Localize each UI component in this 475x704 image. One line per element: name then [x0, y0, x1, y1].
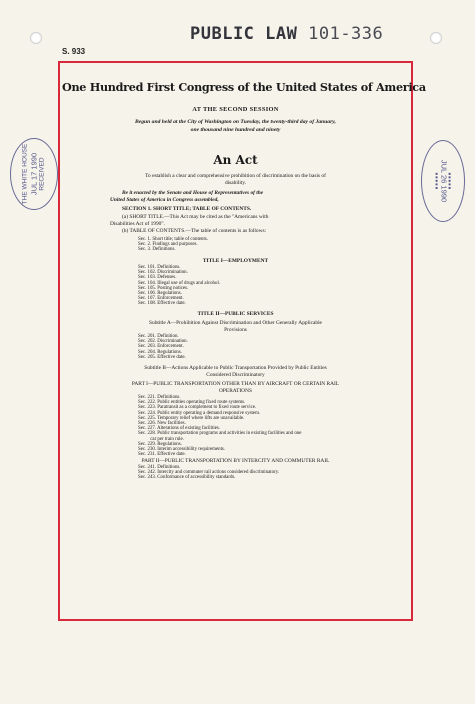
toc-entry: Sec. 2. Findings and purposes. [138, 242, 198, 248]
subtitle-a-sections [138, 335, 398, 361]
toc-entry: Sec. 230. Interim accessibility requirements. [138, 446, 226, 452]
toc-entry: Sec. 1. Short title; table of contents. [138, 237, 208, 242]
toc-entry: Sec. 107. Enforcement. [138, 296, 184, 302]
enacting-clause-2: United States of America in Congress assembled, [110, 197, 219, 203]
public-law-number: 101-336 [308, 24, 384, 44]
title-2-heading: TITLE II—PUBLIC SERVICES [197, 311, 274, 317]
toc-entry: Sec. 242. Intercity and commuter rail actions considered discriminatory. [138, 470, 280, 476]
toc-entry: Sec. 222. Public entities operating fixed route systems. [138, 400, 246, 406]
subtitle-a-line-2: Provisions [224, 327, 247, 333]
part-2-heading: PART II—PUBLIC TRANSPORTATION BY INTERCITY AND COMMUTER RAIL [141, 458, 330, 464]
act-heading: An Act [213, 153, 258, 167]
begun-line-2: one thousand nine hundred and ninety [190, 127, 281, 133]
toc-entry: Sec. 103. Defenses. [138, 275, 177, 281]
toc-entry: Sec. 223. Paratransit as a complement to fixed route service. [138, 405, 257, 411]
title-1-heading: TITLE I—EMPLOYMENT [202, 258, 269, 264]
archives-stamp-text: ■ ■ ■ ■ ■ [447, 172, 453, 190]
short-title-line-1: (a) SHORT TITLE.—This Act may be cited as the "Americans with [122, 214, 269, 220]
toc-entry: Sec. 226. New facilities. [138, 420, 186, 426]
congress-heading: One Hundred First Congress of the United States of America [62, 80, 426, 94]
purpose-line-1: To establish a clear and comprehensive prohibition of discrimination on the basis of [145, 173, 326, 179]
toc-entry: Sec. 229. Regulations. [138, 441, 182, 447]
public-law-stamp [190, 24, 383, 44]
toc-entry: Sec. 106. Regulations. [138, 290, 182, 296]
subtitle-b-line-2: Considered Discriminatory [206, 372, 265, 378]
toc-entry: Sec. 243. Conformance of accessibility standards. [138, 475, 236, 481]
toc-entry: Sec. 203. Enforcement. [138, 344, 184, 350]
toc-entry: Sec. 102. Discrimination. [138, 270, 188, 276]
title-1-sections [138, 266, 398, 308]
toc-entry: Sec. 105. Posting notices. [138, 285, 189, 291]
toc-entry: Sec. 205. Effective date. [138, 354, 186, 360]
toc-intro-list [138, 238, 398, 254]
toc-entry: Sec. 204. Regulations. [138, 349, 182, 355]
punch-hole [430, 32, 442, 44]
part-1-heading-1: PART I—PUBLIC TRANSPORTATION OTHER THAN BY AIRCRAFT OR CERTAIN RAIL [131, 381, 340, 387]
toc-entry: Sec. 202. Discrimination. [138, 339, 188, 345]
archives-stamp-date: JUL 26 1990 [439, 159, 449, 203]
white-house-stamp-date: JUL 17 1990 [29, 152, 39, 196]
section-1-heading: SECTION 1. SHORT TITLE; TABLE OF CONTENTS. [122, 206, 252, 212]
archives-stamp-text: ■ ■ ■ ■ ■ [434, 172, 440, 190]
part-1-sections [138, 396, 398, 458]
purpose-line-2: disability. [224, 180, 247, 186]
toc-entry: Sec. 231. Effective date. [138, 452, 186, 458]
white-house-received-stamp [10, 138, 58, 210]
toc-entry: Sec. 101. Definitions. [138, 265, 181, 270]
toc-entry: Sec. 225. Temporary relief where lifts are unavailable. [138, 415, 245, 421]
enacting-clause-1: Be it enacted by the Senate and House of Representatives of the [122, 190, 264, 196]
subtitle-b-line-1: Subtitle B—Actions Applicable to Public Transportation Provided by Public Entities [144, 365, 327, 371]
toc-entry: Sec. 3. Definitions. [138, 247, 176, 253]
toc-entry: Sec. 241. Definitions. [138, 465, 181, 470]
toc-entry: Sec. 224. Public entity operating a demand responsive system. [138, 410, 261, 416]
public-law-prefix: PUBLIC LAW [190, 24, 298, 44]
session-line: AT THE SECOND SESSION [192, 106, 279, 113]
toc-entry: Sec. 108. Effective date. [138, 301, 186, 307]
archives-date-stamp [421, 140, 465, 222]
part-2-sections [138, 466, 398, 482]
white-house-stamp-line-1: THE WHITE HOUSE [21, 143, 29, 205]
toc-entry: Sec. 104. Illegal use of drugs and alcohol. [138, 280, 221, 286]
toc-entry: Sec. 228. Public transportation programs and activities in existing facilities and one [138, 431, 302, 437]
white-house-stamp-received: RECEIVED [38, 157, 46, 191]
punch-hole [30, 32, 42, 44]
toc-entry: car per train rule. [138, 436, 184, 442]
bill-number: S. 933 [62, 47, 86, 56]
toc-intro-line: (b) TABLE OF CONTENTS.—The table of contents is as follows: [122, 228, 267, 234]
toc-entry: Sec. 201. Definition. [138, 334, 179, 339]
toc-entry: Sec. 227. Alterations of existing facilities. [138, 426, 221, 432]
short-title-line-2: Disabilities Act of 1990". [110, 221, 165, 227]
begun-line-1: Begun and held at the City of Washington on Tuesday, the twenty-third day of January, [135, 119, 336, 125]
subtitle-a-line-1: Subtitle A—Prohibition Against Discrimination and Other Generally Applicable [149, 320, 322, 326]
part-1-heading-2: OPERATIONS [219, 388, 252, 394]
toc-entry: Sec. 221. Definitions. [138, 395, 181, 400]
